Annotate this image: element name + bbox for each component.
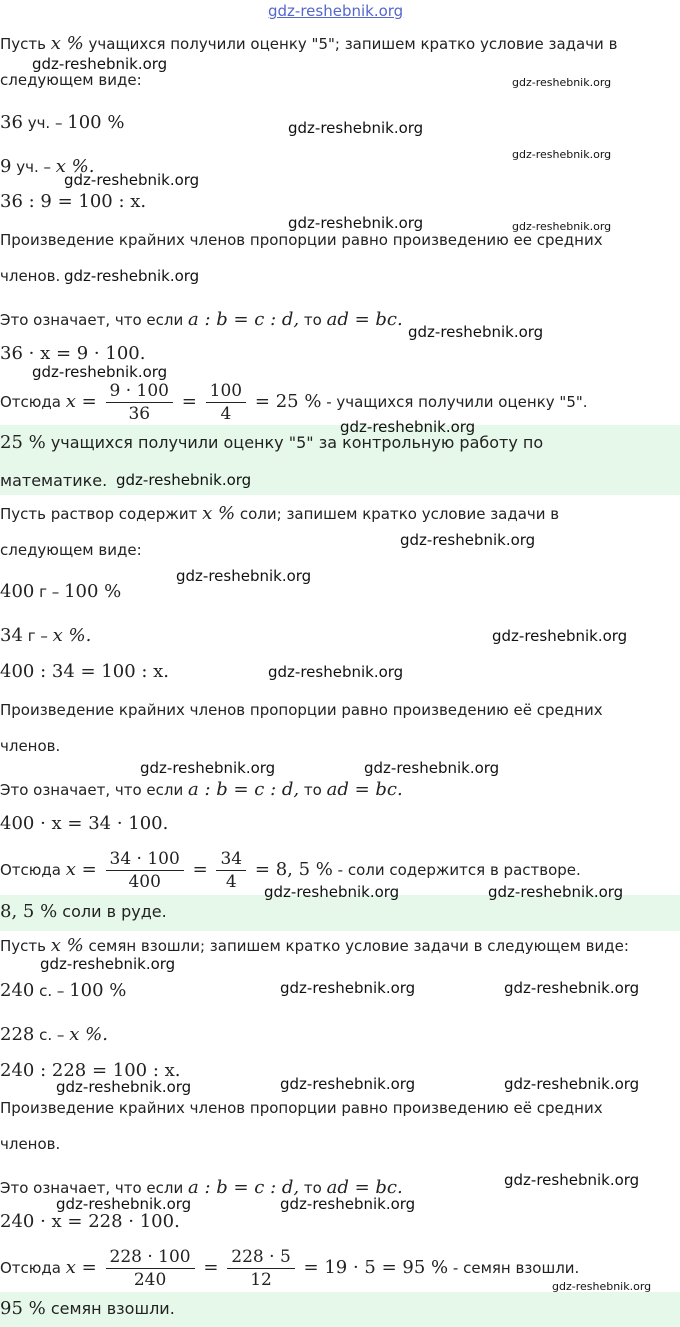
task3-product: 240 · x = 228 · 100.	[0, 1211, 180, 1232]
task2-answer-text: 8, 5 % соли в руде.	[0, 901, 167, 922]
watermark: gdz-reshebnik.org	[176, 567, 312, 585]
watermark: gdz-reshebnik.org	[116, 471, 252, 489]
task3-means: Это означает, что если a : b = c : d, то ad = bc.	[0, 1177, 403, 1198]
watermark: gdz-reshebnik.org	[488, 883, 624, 901]
task1-proportion: 36 : 9 = 100 : x.	[0, 191, 147, 212]
watermark: gdz-reshebnik.org	[64, 171, 200, 189]
task2-rule: Произведение крайних членов пропорции равно произведению её средних	[0, 701, 603, 719]
watermark: gdz-reshebnik.org	[364, 759, 500, 777]
watermark: gdz-reshebnik.org	[40, 955, 176, 973]
watermark: gdz-reshebnik.org	[280, 1075, 416, 1093]
watermark: gdz-reshebnik.org	[492, 627, 628, 645]
task2-product: 400 · x = 34 · 100.	[0, 813, 169, 834]
watermark: gdz-reshebnik.org	[512, 148, 612, 161]
task1-fraction-1: $\frac{9 \cdot 100}{36}$	[106, 380, 173, 425]
task3-row1: 240 с. – 100 %	[0, 980, 127, 1001]
watermark: gdz-reshebnik.org	[32, 363, 168, 381]
task1-means: Это означает, что если a : b = c : d, то ad = bc.	[0, 309, 403, 330]
task1-fraction-2: $\frac{100}{4}$	[206, 380, 246, 425]
task3-intro: Пусть x % семян взошли; запишем кратко условие задачи в следующем виде:	[0, 935, 629, 956]
task2-intro-cont: следующем виде:	[0, 541, 142, 559]
watermark: gdz-reshebnik.org	[64, 267, 200, 285]
task1-product: 36 · x = 9 · 100.	[0, 343, 146, 364]
watermark: gdz-reshebnik.org	[512, 76, 612, 89]
task3-rule-cont: членов.	[0, 1135, 61, 1153]
watermark: gdz-reshebnik.org	[512, 220, 612, 233]
site-watermark-link[interactable]: gdz-reshebnik.org	[268, 2, 404, 20]
task3-proportion: 240 : 228 = 100 : x.	[0, 1060, 181, 1081]
watermark: gdz-reshebnik.org	[32, 55, 168, 73]
task2-fraction-2: $\frac{34}{4}$	[216, 848, 246, 893]
watermark: gdz-reshebnik.org	[268, 663, 404, 681]
task2-row2: 34 г – x %.	[0, 625, 92, 646]
task2-intro: Пусть раствор содержит x % соли; запишем кратко условие задачи в	[0, 503, 560, 524]
task1-row1: 36 уч. – 100 %	[0, 112, 125, 133]
task1-rule-cont: членов.	[0, 267, 61, 285]
watermark: gdz-reshebnik.org	[264, 883, 400, 901]
watermark: gdz-reshebnik.org	[56, 1078, 192, 1096]
task2-row1: 400 г – 100 %	[0, 581, 122, 602]
watermark: gdz-reshebnik.org	[288, 119, 424, 137]
watermark: gdz-reshebnik.org	[400, 531, 536, 549]
watermark: gdz-reshebnik.org	[504, 979, 640, 997]
task3-rule: Произведение крайних членов пропорции равно произведению её средних	[0, 1099, 603, 1117]
watermark: gdz-reshebnik.org	[288, 214, 424, 232]
watermark: gdz-reshebnik.org	[280, 979, 416, 997]
task3-fraction-1: $\frac{228 \cdot 100}{240}$	[106, 1246, 195, 1291]
watermark: gdz-reshebnik.org	[140, 759, 276, 777]
task3-fraction-2: $\frac{228 \cdot 5}{12}$	[227, 1246, 294, 1291]
task1-intro: Пусть x % учащихся получили оценку "5"; запишем кратко условие задачи в	[0, 33, 618, 54]
task2-proportion: 400 : 34 = 100 : x.	[0, 661, 170, 682]
watermark: gdz-reshebnik.org	[340, 418, 476, 436]
watermark: gdz-reshebnik.org	[56, 1195, 192, 1213]
watermark: gdz-reshebnik.org	[408, 323, 544, 341]
task1-rule: Произведение крайних членов пропорции равно произведению ее средних	[0, 231, 603, 249]
task2-hence: Отсюда x = $\frac{34 \cdot 100}{400}$ = $\frac{34}{4}$ = 8, 5 % - соли содержится в растворе.	[0, 849, 581, 892]
watermark: gdz-reshebnik.org	[504, 1171, 640, 1189]
task3-hence: Отсюда x = $\frac{228 \cdot 100}{240}$ = $\frac{228 \cdot 5}{12}$ = 19 · 5 = 95 % - семян взошли.	[0, 1247, 580, 1290]
task1-intro-cont: следующем виде:	[0, 71, 142, 89]
task1-answer-cont: математике.	[0, 471, 108, 490]
task1-hence: Отсюда x = $\frac{9 \cdot 100}{36}$ = $\frac{100}{4}$ = 25 % - учащихся получили оценку "5".	[0, 381, 588, 424]
task2-fraction-1: $\frac{34 \cdot 100}{400}$	[106, 848, 184, 893]
task2-means: Это означает, что если a : b = c : d, то ad = bc.	[0, 779, 403, 800]
task1-row2: 9 уч. – x %.	[0, 156, 95, 177]
watermark: gdz-reshebnik.org	[552, 1280, 652, 1293]
task1-answer-text: 25 % учащихся получили оценку "5" за контрольную работу по	[0, 432, 544, 453]
watermark: gdz-reshebnik.org	[504, 1075, 640, 1093]
watermark: gdz-reshebnik.org	[280, 1195, 416, 1213]
task3-answer-text: 95 % семян взошли.	[0, 1298, 175, 1319]
task3-row2: 228 с. – x %.	[0, 1024, 108, 1045]
task2-rule-cont: членов.	[0, 737, 61, 755]
